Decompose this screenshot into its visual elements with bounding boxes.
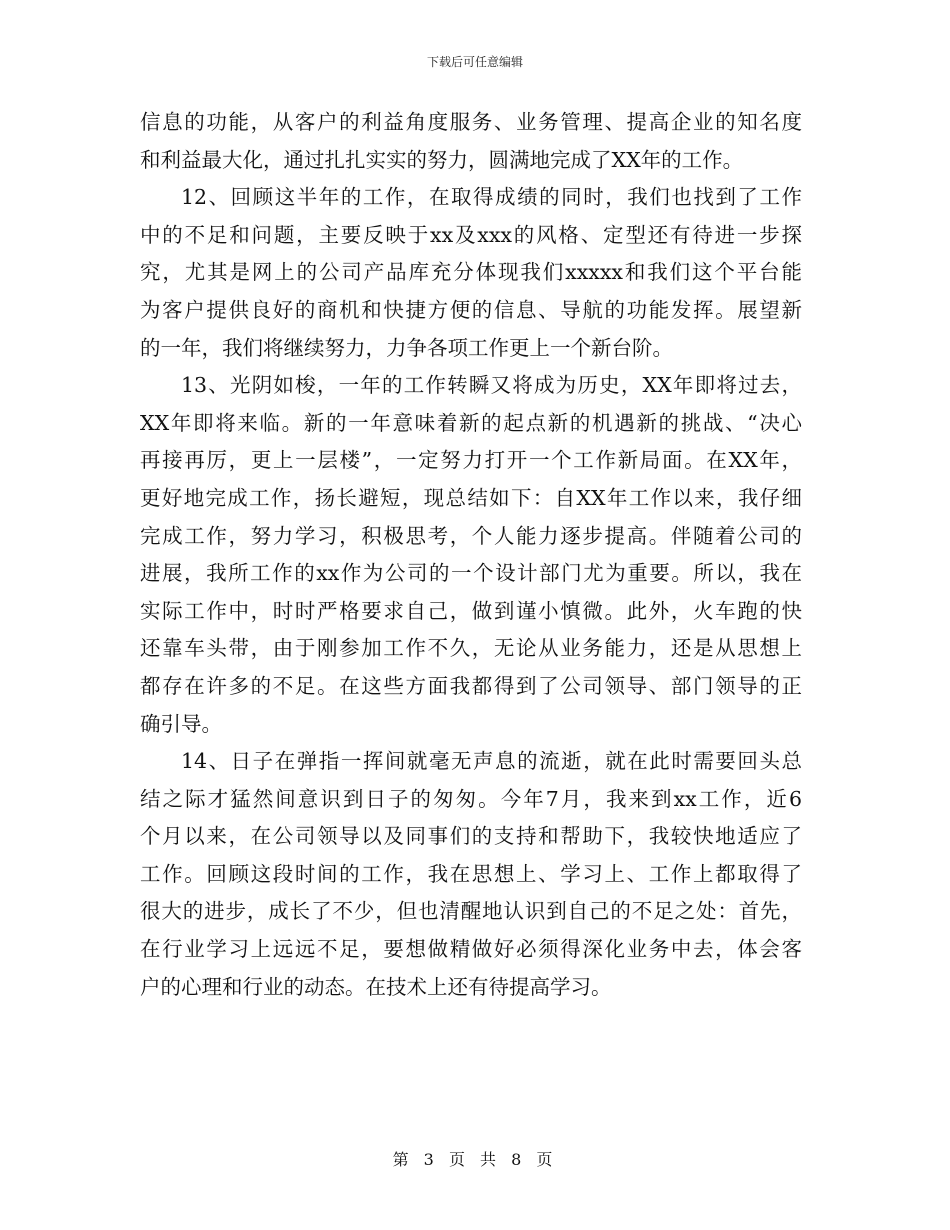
text-line: 究，尤其是网上的公司产品库充分体现我们xxxxx和我们这个平台能: [140, 260, 802, 285]
text-line: 更好地完成工作，扬长避短，现总结如下：自XX年工作以来，我仔细: [140, 485, 802, 510]
text-line: 再接再厉，更上一层楼”，一定努力打开一个工作新局面。在XX年，: [140, 448, 802, 473]
document-body: [140, 104, 802, 1006]
text-line: 结之际才猛然间意识到日子的匆匆。今年7月，我来到xx工作，近6: [140, 786, 802, 811]
text-line: XX年即将来临。新的一年意味着新的起点新的机遇新的挑战、“决心: [140, 410, 802, 435]
paragraph-12-start: 12、回顾这半年的工作，在取得成绩的同时，我们也找到了工作: [181, 185, 802, 210]
text-line: 都存在许多的不足。在这些方面我都得到了公司领导、部门领导的正: [140, 673, 802, 698]
text-line: 工作。回顾这段时间的工作，我在思想上、学习上、工作上都取得了: [140, 861, 802, 886]
text-line: 完成工作，努力学习，积极思考，个人能力逐步提高。伴随着公司的: [140, 523, 802, 548]
text-line: 户的心理和行业的动态。在技术上还有待提高学习。: [140, 974, 612, 999]
page-number-footer: 第 3 页 共 8 页: [392, 1150, 558, 1169]
text-line: 信息的功能，从客户的利益角度服务、业务管理、提高企业的知名度: [140, 110, 802, 134]
text-line: 个月以来，在公司领导以及同事们的支持和帮助下，我较快地适应了: [140, 824, 802, 849]
text-line: 和利益最大化，通过扎扎实实的努力，圆满地完成了XX年的工作。: [140, 147, 744, 172]
text-line: 确引导。: [140, 711, 222, 736]
text-line: 进展，我所工作的xx作为公司的一个设计部门尤为重要。所以，我在: [140, 561, 802, 586]
text-line: 在行业学习上远远不足，要想做精做好必须得深化业务中去，体会客: [140, 937, 802, 962]
paragraph-14-start: 14、日子在弹指一挥间就毫无声息的流逝，就在此时需要回头总: [181, 749, 802, 774]
page-header-note: 下载后可任意编辑: [426, 55, 523, 69]
paragraph-13-start: 13、光阴如梭，一年的工作转瞬又将成为历史，XX年即将过去，: [181, 373, 802, 398]
text-line: 还靠车头带，由于刚参加工作不久，无论从业务能力，还是从思想上: [140, 636, 802, 661]
text-line: 实际工作中，时时严格要求自己，做到谨小慎微。此外，火车跑的快: [140, 598, 802, 623]
text-line: 中的不足和问题，主要反映于xx及xxx的风格、定型还有待进一步探: [140, 222, 802, 247]
text-line: 很大的进步，成长了不少，但也清醒地认识到自己的不足之处：首先，: [140, 899, 802, 924]
text-line: 的一年，我们将继续努力，力争各项工作更上一个新台阶。: [140, 335, 673, 360]
text-line: 为客户提供良好的商机和快捷方便的信息、导航的功能发挥。展望新: [140, 297, 802, 322]
